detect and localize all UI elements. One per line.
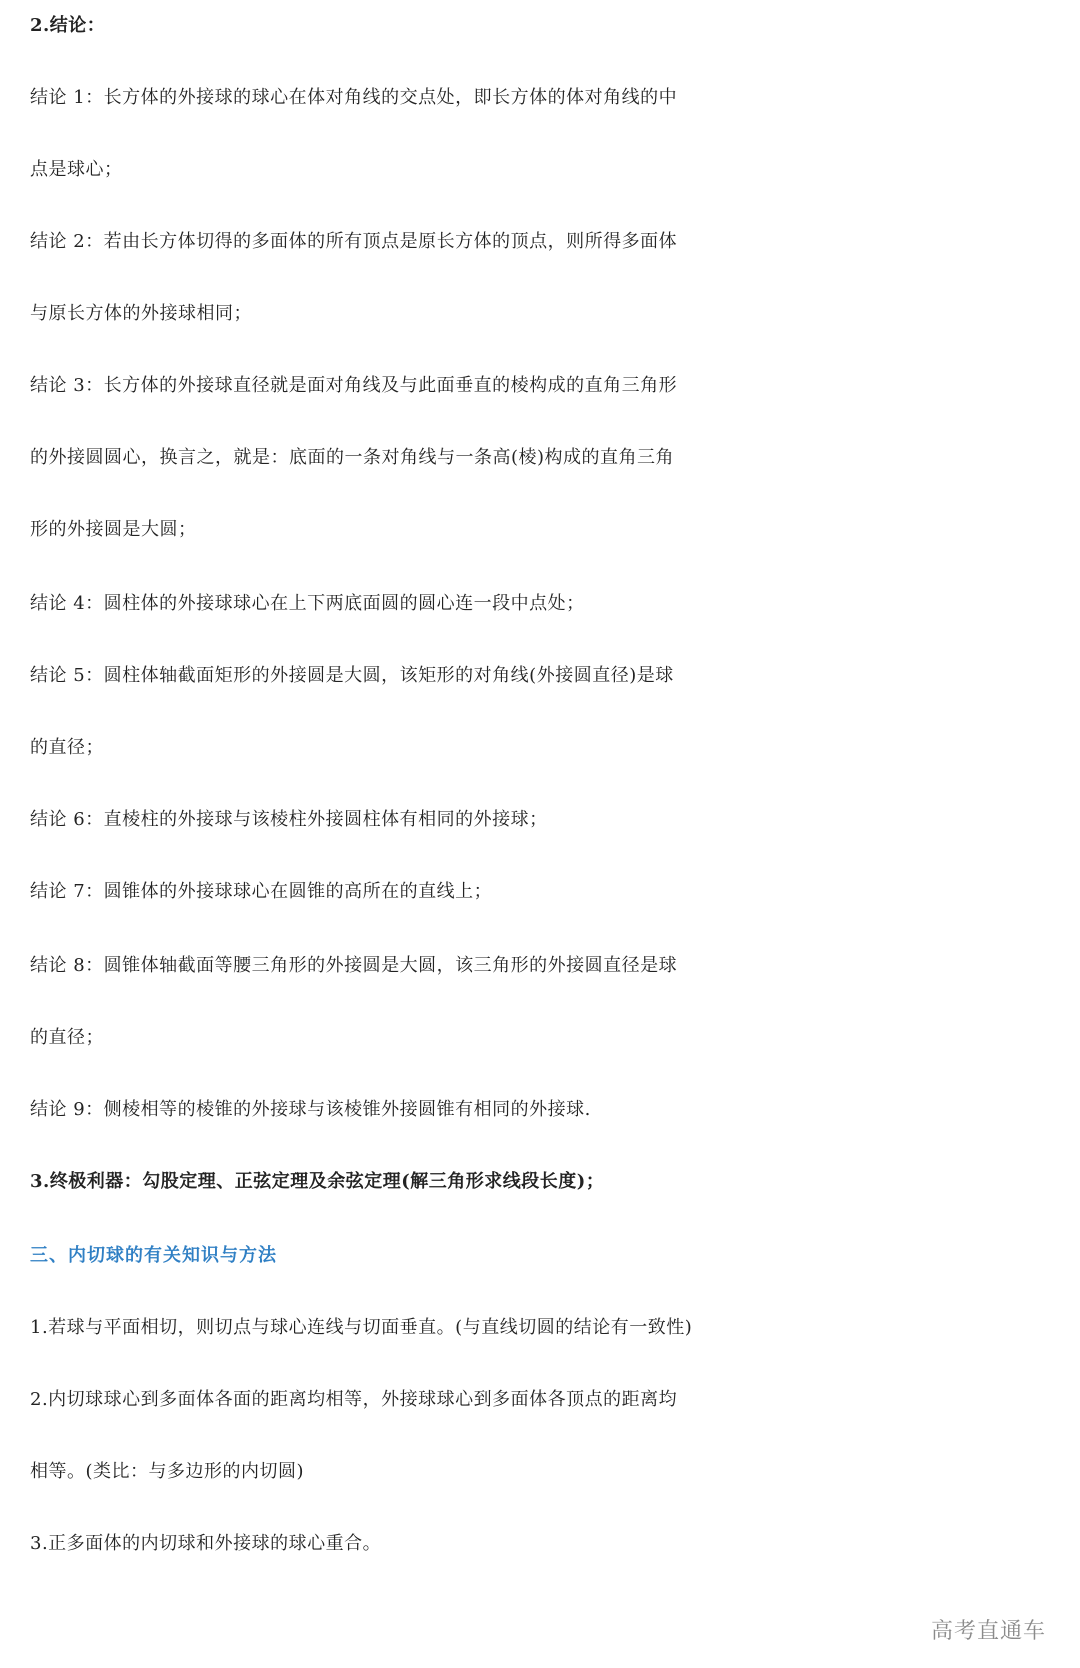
inscribed-sphere-title: 三、内切球的有关知识与方法 bbox=[30, 1245, 277, 1266]
conclusion-9-line-1: 结论 9：侧棱相等的棱锥的外接球与该棱锥外接圆锥有相同的外接球. bbox=[30, 1099, 591, 1120]
inscribed-item-3: 3.正多面体的内切球和外接球的球心重合。 bbox=[30, 1533, 382, 1554]
conclusion-4-line-1: 结论 4：圆柱体的外接球球心在上下两底面圆的圆心连一段中点处； bbox=[30, 593, 585, 614]
watermark-text: 高考直通车 bbox=[930, 1619, 1046, 1644]
conclusion-8-line-2: 的直径； bbox=[30, 1027, 104, 1048]
conclusion-1-line-1: 结论 1：长方体的外接球的球心在体对角线的交点处，即长方体的体对角线的中 bbox=[30, 87, 678, 108]
inscribed-item-1: 1.若球与平面相切，则切点与球心连线与切面垂直。(与直线切圆的结论有一致性) bbox=[30, 1317, 693, 1338]
conclusion-8-line-1: 结论 8：圆锥体轴截面等腰三角形的外接圆是大圆，该三角形的外接圆直径是球 bbox=[30, 955, 678, 976]
conclusion-5-line-1: 结论 5：圆柱体轴截面矩形的外接圆是大圆，该矩形的对角线(外接圆直径)是球 bbox=[30, 665, 674, 686]
conclusion-2-line-2: 与原长方体的外接球相同； bbox=[30, 303, 252, 324]
inscribed-item-2-line-1: 2.内切球球心到多面体各面的距离均相等，外接球球心到多面体各顶点的距离均 bbox=[30, 1389, 678, 1410]
section-2-heading: 2.结论： bbox=[30, 15, 106, 36]
conclusion-6-line-1: 结论 6：直棱柱的外接球与该棱柱外接圆柱体有相同的外接球； bbox=[30, 809, 548, 830]
section-3-heading: 3.终极利器：勾股定理、正弦定理及余弦定理(解三角形求线段长度)； bbox=[30, 1171, 605, 1192]
conclusion-2-line-1: 结论 2：若由长方体切得的多面体的所有顶点是原长方体的顶点，则所得多面体 bbox=[30, 231, 678, 252]
conclusion-5-line-2: 的直径； bbox=[30, 737, 104, 758]
inscribed-item-2-line-2: 相等。(类比：与多边形的内切圆) bbox=[30, 1461, 305, 1482]
conclusion-3-line-3: 形的外接圆是大圆； bbox=[30, 519, 197, 540]
conclusion-3-line-2: 的外接圆圆心，换言之，就是：底面的一条对角线与一条高(棱)构成的直角三角 bbox=[30, 447, 675, 468]
conclusion-1-line-2: 点是球心； bbox=[30, 159, 123, 180]
conclusion-7-line-1: 结论 7：圆锥体的外接球球心在圆锥的高所在的直线上； bbox=[30, 881, 493, 902]
conclusion-3-line-1: 结论 3：长方体的外接球直径就是面对角线及与此面垂直的棱构成的直角三角形 bbox=[30, 375, 678, 396]
